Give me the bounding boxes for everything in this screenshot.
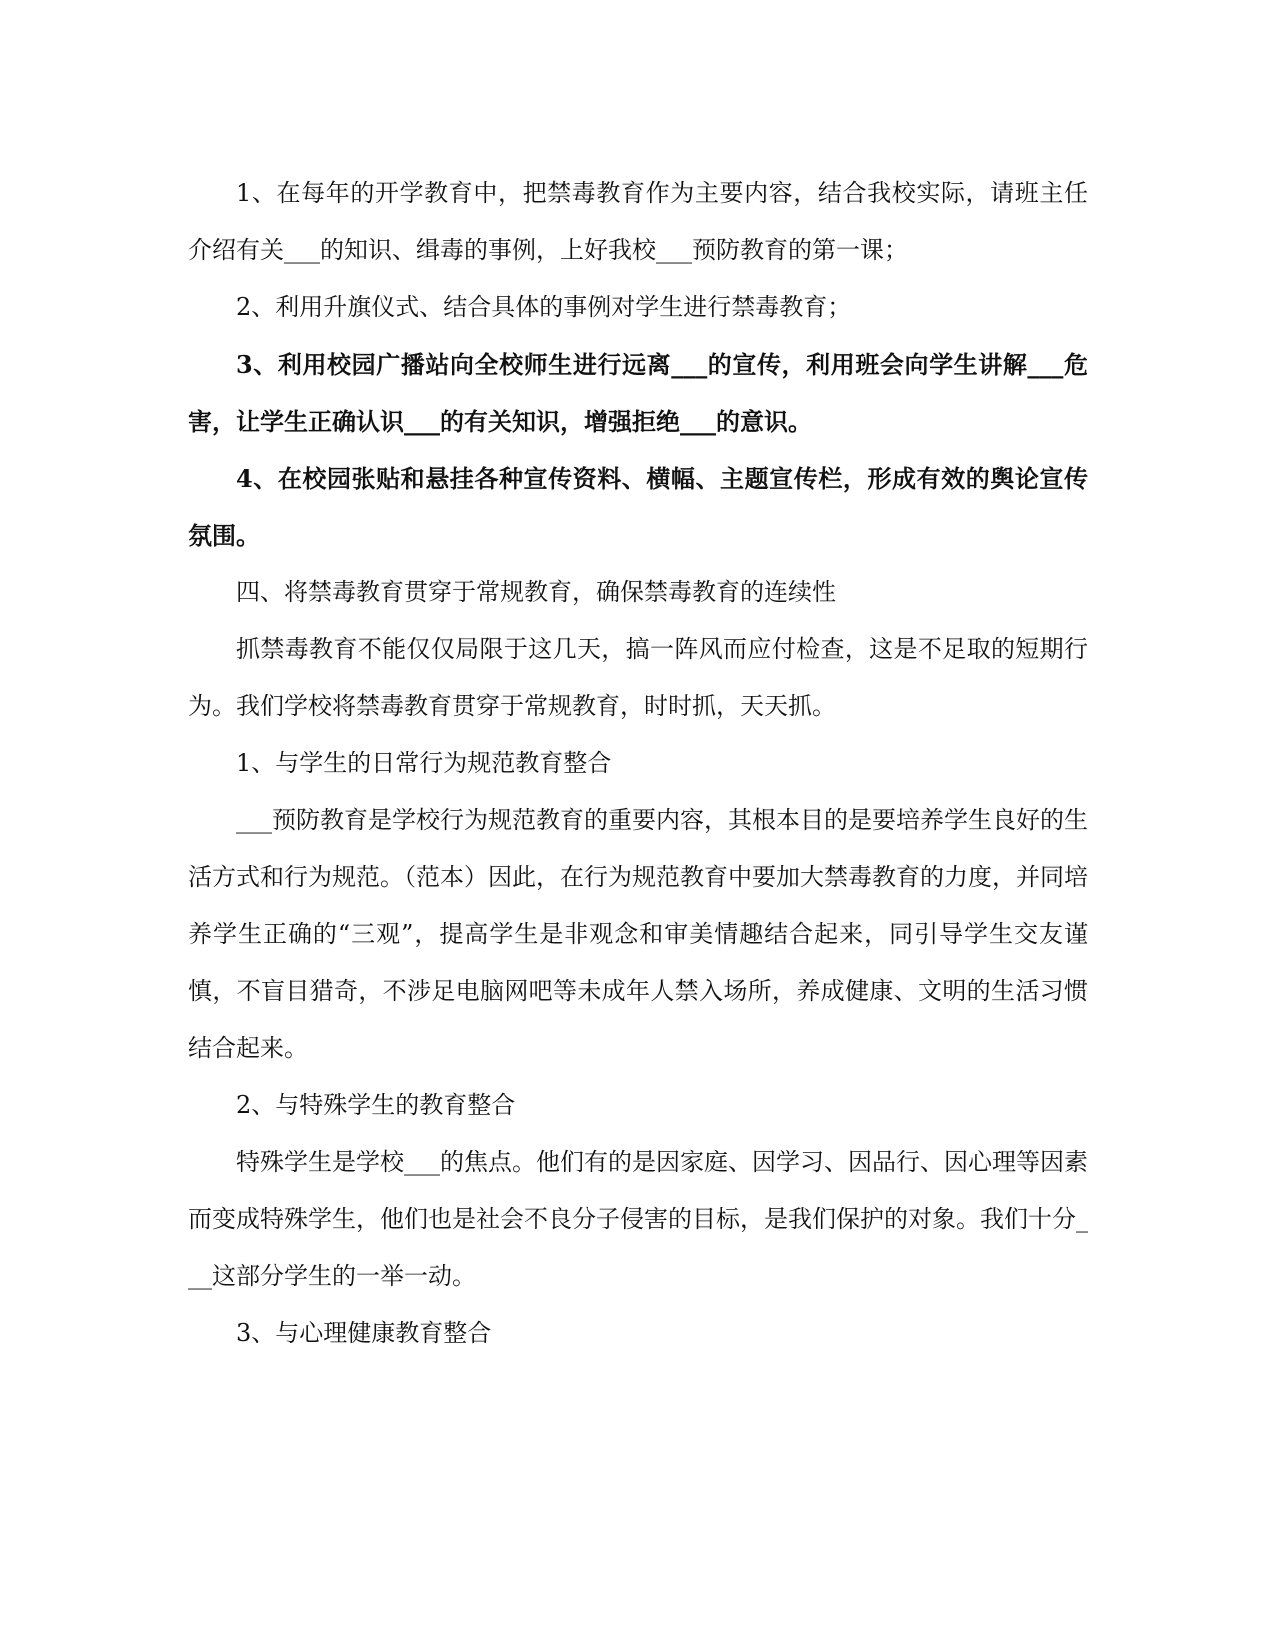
paragraph-item-1: 1、在每年的开学教育中，把禁毒教育作为主要内容，结合我校实际，请班主任介绍有关___的知识、缉毒的事例，上好我校___预防教育的第一课；	[188, 179, 1088, 264]
paragraph-subheading-1-body: ___预防教育是学校行为规范教育的重要内容，其根本目的是要培养学生良好的生活方式和行为规范。（范本）因此，在行为规范教育中要加大禁毒教育的力度，并同培养学生正确的“三观”，提高学生是非观念和审美情趣结合起来，同引导学生交友谨慎，不盲目猎奇，不涉足电脑网吧等未成年人禁入场所，养成健康、文明的生活习惯结合起来。	[188, 806, 1088, 1062]
paragraph-subheading-2-body: 特殊学生是学校___的焦点。他们有的是因家庭、因学习、因品行、因心理等因素而变成特殊学生，他们也是社会不良分子侵害的目标，是我们保护的对象。我们十分___这部分学生的一举一动。	[188, 1148, 1088, 1290]
document-body	[188, 165, 1088, 1362]
subheading-1: 1、与学生的日常行为规范教育整合	[236, 749, 612, 777]
paragraph-item-2: 2、利用升旗仪式、结合具体的事例对学生进行禁毒教育；	[236, 293, 852, 321]
subheading-3: 3、与心理健康教育整合	[236, 1319, 492, 1347]
paragraph-section-4-intro: 抓禁毒教育不能仅仅局限于这几天，搞一阵风而应付检查，这是不足取的短期行为。我们学校将禁毒教育贯穿于常规教育，时时抓，天天抓。	[188, 635, 1088, 720]
paragraph-item-4-bold: 4、在校园张贴和悬挂各种宣传资料、横幅、主题宣传栏，形成有效的舆论宣传氛围。	[188, 464, 1088, 550]
subheading-2: 2、与特殊学生的教育整合	[236, 1091, 516, 1119]
paragraph-item-3-bold: 3、利用校园广播站向全校师生进行远离___的宣传，利用班会向学生讲解___危害，让学生正确认识___的有关知识，增强拒绝___的意识。	[188, 350, 1088, 436]
section-heading-4: 四、将禁毒教育贯穿于常规教育，确保禁毒教育的连续性	[236, 578, 836, 606]
